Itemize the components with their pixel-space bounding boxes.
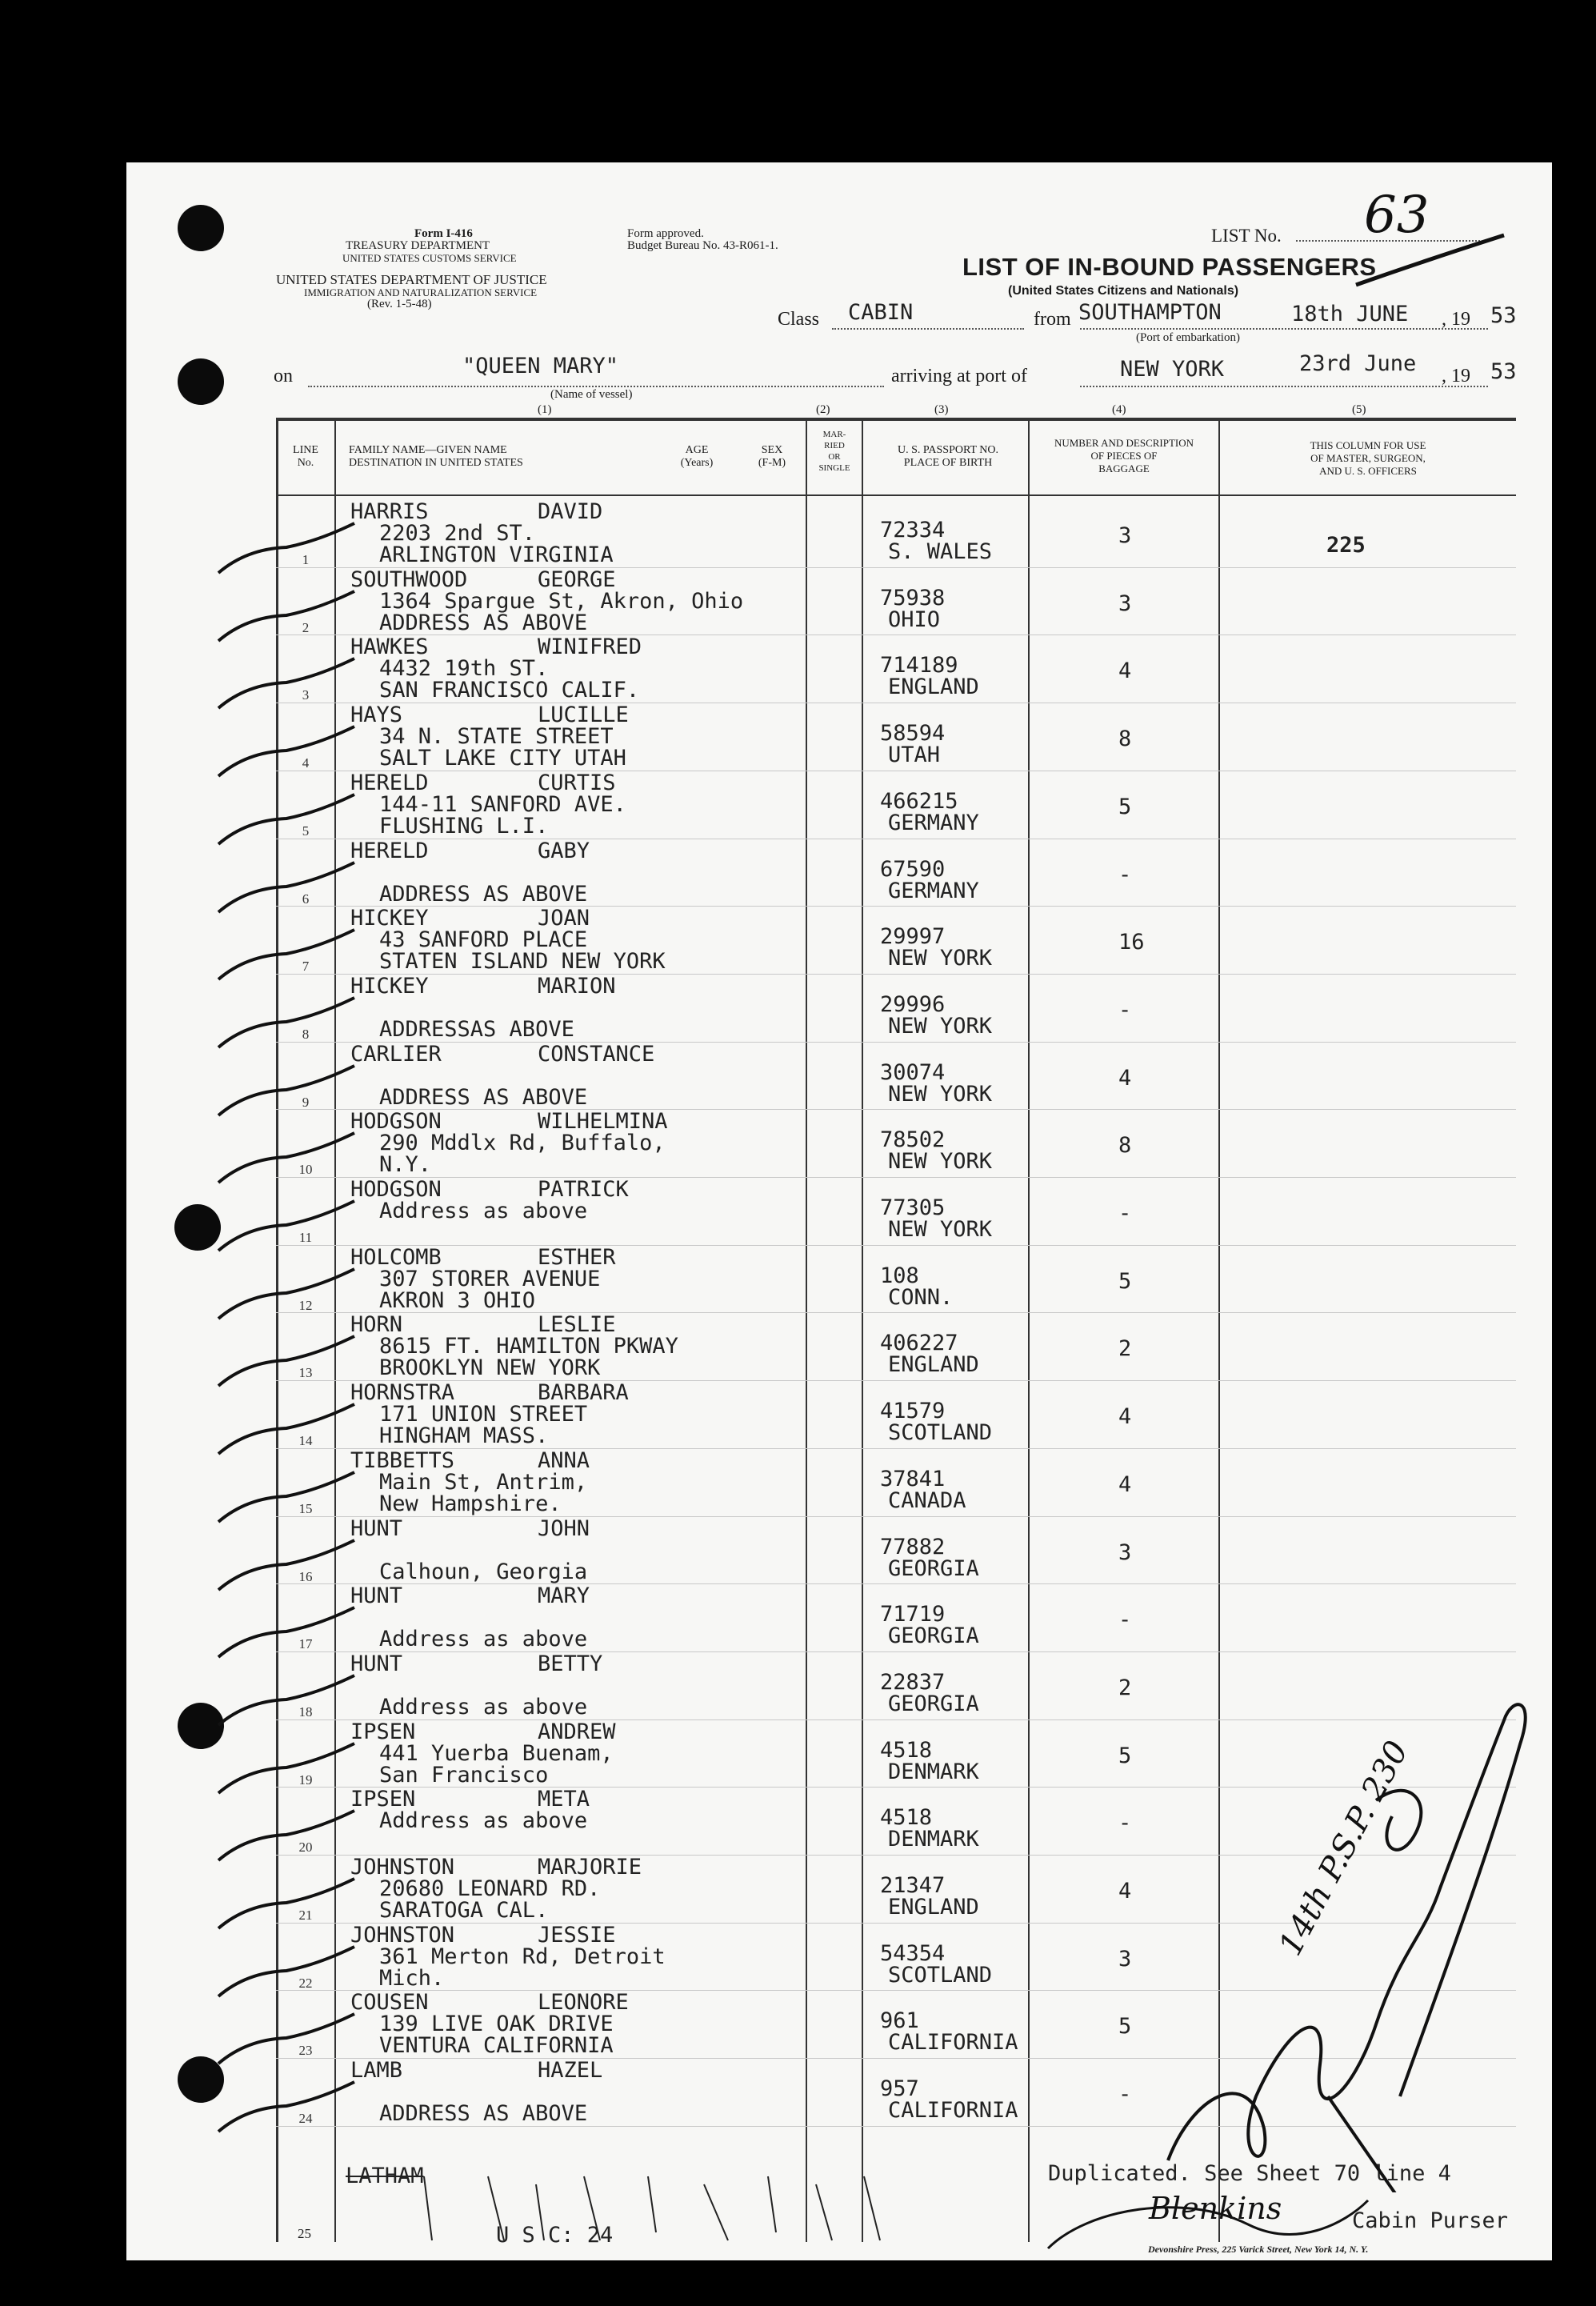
officer-margin-stamp: 14th P.S.P. 230 (1272, 1735, 1416, 1962)
place-of-birth: UTAH (888, 743, 941, 768)
purser-signature: Blenkins (1149, 2191, 1282, 2226)
passenger-given-name: ANDREW (538, 1719, 616, 1744)
justice-dept: UNITED STATES DEPARTMENT OF JUSTICE (276, 272, 547, 287)
passenger-address-line1: 1364 Spargue St, Akron, Ohio (379, 588, 744, 614)
line-number: 22 (298, 1975, 313, 1991)
class-label: Class (778, 309, 820, 330)
passenger-family-name: HICKEY (350, 906, 429, 931)
baggage-count: 3 (1118, 591, 1132, 616)
passenger-address-line2: BROOKLYN NEW YORK (379, 1355, 601, 1381)
check-mark (214, 1195, 358, 1259)
passenger-given-name: CURTIS (538, 770, 616, 795)
check-mark (214, 652, 358, 716)
place-of-birth: NEW YORK (888, 1149, 993, 1175)
check-mark (214, 2076, 358, 2140)
passenger-given-name: LEONORE (538, 1990, 629, 2016)
row-divider (276, 1177, 1516, 1178)
passenger-family-name: HUNT (350, 1515, 403, 1541)
passenger-address-line2: ADDRESSAS ABOVE (379, 1016, 574, 1042)
baggage-count: 8 (1118, 727, 1132, 752)
passenger-family-name: TIBBETTS (350, 1447, 455, 1473)
from-date: 18th JUNE (1291, 302, 1409, 326)
place-of-birth: GEORGIA (888, 1555, 979, 1581)
col-sep-married (862, 418, 863, 2242)
line-number: 7 (302, 959, 310, 975)
line-number: 10 (298, 1162, 313, 1178)
place-of-birth: OHIO (888, 607, 941, 632)
col-num-2: (2) (816, 403, 830, 416)
vessel-label: (Name of vessel) (550, 388, 633, 401)
vessel-line (308, 386, 884, 387)
check-mark (214, 788, 358, 852)
baggage-count: 2 (1118, 1336, 1132, 1362)
passenger-address-line1: 144-11 SANFORD AVE. (379, 791, 626, 817)
passenger-family-name: HAYS (350, 703, 403, 728)
col-num-1: (1) (538, 403, 552, 416)
struck-name: LATHAM (346, 2164, 424, 2188)
arrival-year-prefix: , 19 (1442, 366, 1470, 386)
check-mark (214, 720, 358, 784)
passport-number: 29997 (880, 924, 946, 950)
col-header-age: AGE (Years) (680, 444, 714, 469)
place-of-birth: NEW YORK (888, 1217, 993, 1242)
from-year-prefix: , 19 (1442, 309, 1470, 330)
passenger-address-line1: 290 Mddlx Rd, Buffalo, (379, 1131, 666, 1156)
passenger-address-line2: HINGHAM MASS. (379, 1423, 549, 1449)
line-number: 6 (302, 891, 310, 907)
row-divider (276, 1448, 1516, 1449)
footer-tick-marks (416, 2168, 976, 2248)
passenger-address-line2: ARLINGTON VIRGINIA (379, 542, 614, 567)
passport-number: 714189 (880, 653, 958, 679)
list-no-handwritten: 63 (1364, 186, 1430, 245)
passport-number: 71719 (880, 1602, 946, 1627)
baggage-count: 3 (1118, 523, 1132, 548)
line-number: 21 (298, 1908, 313, 1923)
place-of-birth: GERMANY (888, 878, 979, 903)
place-of-birth: CONN. (888, 1284, 954, 1310)
baggage-count: 4 (1118, 1404, 1132, 1430)
check-mark (214, 1263, 358, 1327)
col-header-sex: SEX (F-M) (758, 444, 786, 469)
passenger-given-name: ANNA (538, 1447, 590, 1473)
passenger-address-line1: 4432 19th ST. (379, 656, 549, 682)
passport-number: 77882 (880, 1534, 946, 1559)
line-number: 23 (298, 2043, 313, 2059)
passenger-family-name: HARRIS (350, 499, 429, 524)
passenger-address-line2: Mich. (379, 1965, 445, 1991)
place-of-birth: ENGLAND (888, 1895, 979, 1920)
passport-number: 54354 (880, 1940, 946, 1966)
baggage-count: 4 (1118, 1471, 1132, 1497)
col-sep-name (806, 418, 807, 2242)
col-header-name: FAMILY NAME—GIVEN NAME DESTINATION IN UNITED STATES (349, 444, 523, 469)
col-header-line-no: LINE No. (293, 444, 318, 469)
baggage-count: 5 (1118, 794, 1132, 819)
place-of-birth: S. WALES (888, 539, 993, 564)
place-of-birth: GEORGIA (888, 1691, 979, 1716)
row-divider (276, 974, 1516, 975)
row-divider (276, 1583, 1516, 1584)
passenger-given-name: GABY (538, 838, 590, 863)
passport-number: 37841 (880, 1466, 946, 1491)
check-mark (214, 1940, 358, 2004)
passenger-address-line2: AKRON 3 OHIO (379, 1287, 536, 1313)
passenger-address-line2: VENTURA CALIFORNIA (379, 2033, 614, 2059)
passenger-given-name: PATRICK (538, 1177, 629, 1202)
check-mark (214, 1059, 358, 1123)
usc-note: U S C: 24 (496, 2223, 614, 2248)
line-number: 8 (302, 1026, 310, 1042)
line-number: 11 (298, 1230, 313, 1245)
passenger-given-name: MARY (538, 1583, 590, 1609)
place-of-birth: NEW YORK (888, 946, 993, 971)
baggage-count: 3 (1118, 1946, 1132, 1972)
line-number: 4 (302, 755, 310, 771)
col-sep-passport (1028, 418, 1030, 2242)
arrival-year: 53 (1490, 359, 1517, 384)
place-of-birth: SCOTLAND (888, 1420, 993, 1446)
place-of-birth: DENMARK (888, 1827, 979, 1852)
baggage-count: - (1118, 2082, 1132, 2108)
officer-signature-scrawl (1136, 1648, 1552, 2192)
passenger-family-name: IPSEN (350, 1787, 416, 1812)
passenger-family-name: HORNSTRA (350, 1380, 455, 1406)
baggage-count: - (1118, 1607, 1132, 1633)
passenger-address-line1: 20680 LEONARD RD. (379, 1876, 601, 1901)
check-mark (214, 1398, 358, 1462)
from-year: 53 (1490, 303, 1517, 328)
baggage-count: 2 (1118, 1675, 1132, 1700)
baggage-count: 3 (1118, 1539, 1132, 1565)
passenger-address-line2: New Hampshire. (379, 1491, 562, 1516)
col-header-officers: THIS COLUMN FOR USE OF MASTER, SURGEON, AND U. S. OFFICERS (1310, 439, 1426, 477)
check-mark (214, 1872, 358, 1936)
col-num-5: (5) (1352, 403, 1366, 416)
passport-number: 21347 (880, 1873, 946, 1898)
passenger-given-name: MARJORIE (538, 1855, 642, 1880)
class-line (832, 328, 1024, 330)
passport-number: 72334 (880, 518, 946, 542)
check-mark (214, 1601, 358, 1665)
list-no-label: LIST No. (1211, 226, 1282, 246)
line-number: 12 (298, 1297, 313, 1313)
passport-number: 30074 (880, 1059, 946, 1085)
purser-title: Cabin Purser (1352, 2208, 1509, 2233)
passenger-family-name: HOLCOMB (350, 1244, 442, 1270)
purser-signature-flourish (1040, 2176, 1376, 2256)
passenger-address-line2: Address as above (379, 1627, 588, 1652)
check-mark (214, 1534, 358, 1598)
passport-number: 957 (880, 2076, 919, 2102)
passenger-family-name: JOHNSTON (350, 1855, 455, 1880)
passport-number: 406227 (880, 1331, 958, 1356)
passport-number: 58594 (880, 721, 946, 747)
budget-bureau: Budget Bureau No. 43-R061-1. (627, 239, 778, 252)
passenger-family-name: LAMB (350, 2058, 403, 2084)
passenger-address-line2: N.Y. (379, 1152, 432, 1178)
passenger-family-name: HICKEY (350, 973, 429, 999)
passenger-given-name: BETTY (538, 1651, 603, 1676)
duplicated-note: Duplicated. See Sheet 70 line 4 (1048, 2161, 1451, 2186)
passport-number: 75938 (880, 585, 946, 611)
baggage-count: - (1118, 1201, 1132, 1226)
passenger-family-name: HERELD (350, 770, 429, 795)
passenger-family-name: IPSEN (350, 1719, 416, 1744)
arrival-port: NEW YORK (1120, 357, 1225, 382)
passport-number: 41579 (880, 1399, 946, 1424)
line-number: 20 (298, 1840, 313, 1856)
passenger-given-name: WILHELMINA (538, 1109, 668, 1135)
passenger-family-name: COUSEN (350, 1990, 429, 2016)
baggage-count: 4 (1118, 1879, 1132, 1904)
baggage-count: - (1118, 862, 1132, 887)
place-of-birth: CALIFORNIA (888, 2030, 1018, 2056)
line-number: 2 (302, 619, 310, 635)
passenger-given-name: GEORGE (538, 566, 616, 592)
officer-note: 225 (1326, 533, 1366, 558)
check-mark (214, 923, 358, 987)
passenger-address-line1: 8615 FT. HAMILTON PKWAY (379, 1334, 678, 1359)
passenger-family-name: HODGSON (350, 1177, 442, 1202)
punch-hole (178, 205, 224, 251)
baggage-count: 4 (1118, 659, 1132, 684)
passenger-address-line1: 2203 2nd ST. (379, 521, 536, 546)
revision: (Rev. 1-5-48) (367, 298, 432, 310)
passenger-given-name: LUCILLE (538, 703, 629, 728)
passenger-address-line1: Address as above (379, 1808, 588, 1834)
document-subtitle: (United States Citizens and Nationals) (1008, 284, 1239, 298)
arrival-line (1080, 386, 1488, 387)
row-divider (276, 906, 1516, 907)
passenger-address-line1: 43 SANFORD PLACE (379, 927, 588, 953)
line-number: 24 (298, 2111, 313, 2127)
place-of-birth: ENGLAND (888, 675, 979, 700)
line-number: 17 (298, 1636, 313, 1652)
table-header-bottom (276, 494, 1516, 496)
line-number: 5 (302, 823, 310, 839)
row-divider (276, 1109, 1516, 1110)
passport-number: 29996 (880, 991, 946, 1017)
port-embark-label: (Port of embarkation) (1136, 331, 1240, 344)
passport-number: 4518 (880, 1737, 933, 1763)
row-divider (276, 1042, 1516, 1043)
form-approved: Form approved. (627, 227, 704, 240)
passport-number: 78502 (880, 1127, 946, 1153)
row-divider (276, 1245, 1516, 1246)
passenger-address-line1: 171 UNION STREET (379, 1402, 588, 1427)
check-mark (214, 1737, 358, 1801)
passport-number: 22837 (880, 1669, 946, 1695)
passenger-given-name: META (538, 1787, 590, 1812)
passenger-address-line2: SALT LAKE CITY UTAH (379, 746, 626, 771)
passenger-address-line1: 441 Yuerba Buenam, (379, 1740, 614, 1766)
passenger-family-name: HUNT (350, 1583, 403, 1609)
check-mark (214, 1127, 358, 1191)
passenger-given-name: LESLIE (538, 1312, 616, 1338)
on-label: on (274, 366, 293, 386)
passenger-address-line1: 139 LIVE OAK DRIVE (379, 2012, 614, 2037)
passenger-address-line2: ADDRESS AS ABOVE (379, 881, 588, 907)
line-number: 14 (298, 1433, 313, 1449)
passenger-family-name: HAWKES (350, 635, 429, 660)
passenger-given-name: HAZEL (538, 2058, 603, 2084)
passenger-given-name: CONSTANCE (538, 1041, 655, 1067)
baggage-count: 5 (1118, 1268, 1132, 1294)
passenger-given-name: BARBARA (538, 1380, 629, 1406)
customs-service: UNITED STATES CUSTOMS SERVICE (342, 252, 517, 264)
check-mark (214, 1804, 358, 1868)
passenger-address-line1: 307 STORER AVENUE (379, 1266, 601, 1291)
place-of-birth: NEW YORK (888, 1013, 993, 1039)
check-mark (214, 856, 358, 920)
passenger-address-line2: SARATOGA CAL. (379, 1898, 549, 1923)
line-number: 18 (298, 1703, 313, 1719)
col-header-married: MAR- RIED OR SINGLE (818, 430, 850, 473)
passenger-family-name: HORN (350, 1312, 403, 1338)
passenger-family-name: JOHNSTON (350, 1922, 455, 1948)
check-mark (214, 2008, 358, 2072)
passenger-address-line2: Address as above (379, 1694, 588, 1719)
check-mark (214, 991, 358, 1055)
place-of-birth: GERMANY (888, 810, 979, 835)
place-of-birth: ENGLAND (888, 1352, 979, 1378)
place-of-birth: CALIFORNIA (888, 2098, 1018, 2124)
passenger-given-name: JESSIE (538, 1922, 616, 1948)
col-header-passport: U. S. PASSPORT NO. PLACE OF BIRTH (898, 444, 998, 469)
passenger-address-line1: 361 Merton Rd, Detroit (379, 1944, 666, 1969)
line-number: 15 (298, 1500, 313, 1516)
col-header-baggage: NUMBER AND DESCRIPTION OF PIECES OF BAGGAGE (1054, 437, 1194, 474)
passenger-given-name: DAVID (538, 499, 603, 524)
printer-imprint: Devonshire Press, 225 Varick Street, New York 14, N. Y. (1148, 2244, 1369, 2255)
baggage-count: 4 (1118, 1065, 1132, 1091)
passenger-given-name: JOHN (538, 1515, 590, 1541)
check-mark (214, 1466, 358, 1530)
baggage-count: 5 (1118, 2014, 1132, 2040)
passenger-family-name: HERELD (350, 838, 429, 863)
passenger-address-line2: STATEN ISLAND NEW YORK (379, 949, 666, 975)
check-mark (214, 517, 358, 581)
passport-number: 108 (880, 1263, 919, 1288)
passenger-family-name: CARLIER (350, 1041, 442, 1067)
row-divider (276, 1516, 1516, 1517)
line-number: 16 (298, 1568, 313, 1584)
ins-service: IMMIGRATION AND NATURALIZATION SERVICE (304, 286, 538, 298)
check-mark (214, 1330, 358, 1394)
line-number: 19 (298, 1772, 313, 1788)
from-label: from (1034, 309, 1071, 330)
passenger-address-line2: ADDRESS AS ABOVE (379, 610, 588, 635)
vessel-name: "QUEEN MARY" (462, 354, 619, 378)
baggage-count: - (1118, 1811, 1132, 1836)
class-value: CABIN (848, 300, 914, 325)
passenger-family-name: HODGSON (350, 1109, 442, 1135)
passport-number: 67590 (880, 856, 946, 882)
passenger-address-line2: ADDRESS AS ABOVE (379, 2101, 588, 2127)
arriving-label: arriving at port of (891, 366, 1027, 386)
passenger-address-line2: FLUSHING L.I. (379, 813, 549, 839)
place-of-birth: DENMARK (888, 1759, 979, 1784)
baggage-count: - (1118, 997, 1132, 1023)
from-port: SOUTHAMPTON (1078, 300, 1222, 325)
place-of-birth: CANADA (888, 1487, 966, 1513)
passenger-address-line1: Address as above (379, 1199, 588, 1223)
line-number: 9 (302, 1094, 310, 1110)
passport-number: 466215 (880, 788, 958, 814)
table-top-border (276, 418, 1516, 421)
row-divider (276, 1312, 1516, 1313)
passport-number: 4518 (880, 1805, 933, 1831)
passenger-address-line2: ADDRESS AS ABOVE (379, 1084, 588, 1110)
arrival-date: 23rd June (1299, 351, 1417, 376)
document-title: LIST OF IN-BOUND PASSENGERS (962, 253, 1377, 281)
from-line (1080, 328, 1488, 330)
passport-number: 961 (880, 2008, 919, 2034)
line-number: 13 (298, 1365, 313, 1381)
col-num-4: (4) (1112, 403, 1126, 416)
passenger-address-line1: Main St, Antrim, (379, 1469, 588, 1495)
baggage-count: 16 (1118, 930, 1145, 955)
passenger-family-name: HUNT (350, 1651, 403, 1676)
passenger-address-line2: San Francisco (379, 1762, 549, 1788)
form-id: Form I-416 (414, 227, 473, 240)
passenger-family-name: SOUTHWOOD (350, 566, 468, 592)
passenger-given-name: WINIFRED (538, 635, 642, 660)
baggage-count: 8 (1118, 1133, 1132, 1159)
punch-hole (178, 358, 224, 405)
passenger-given-name: MARION (538, 973, 616, 999)
baggage-count: 5 (1118, 1743, 1132, 1768)
passenger-address-line2: SAN FRANCISCO CALIF. (379, 678, 640, 703)
check-mark (214, 585, 358, 649)
check-mark (214, 1669, 358, 1733)
treasury-dept: TREASURY DEPARTMENT (346, 239, 490, 252)
place-of-birth: SCOTLAND (888, 1962, 993, 1988)
passenger-address-line1: 34 N. STATE STREET (379, 724, 614, 750)
passenger-given-name: JOAN (538, 906, 590, 931)
place-of-birth: GEORGIA (888, 1623, 979, 1649)
place-of-birth: NEW YORK (888, 1081, 993, 1107)
line-number: 3 (302, 687, 310, 703)
row-divider (276, 1380, 1516, 1381)
line-25-number: 25 (298, 2226, 311, 2241)
line-number: 1 (302, 552, 310, 567)
passenger-address-line2: Calhoun, Georgia (379, 1559, 588, 1584)
col-num-3: (3) (934, 403, 949, 416)
passenger-given-name: ESTHER (538, 1244, 616, 1270)
passport-number: 77305 (880, 1195, 946, 1220)
